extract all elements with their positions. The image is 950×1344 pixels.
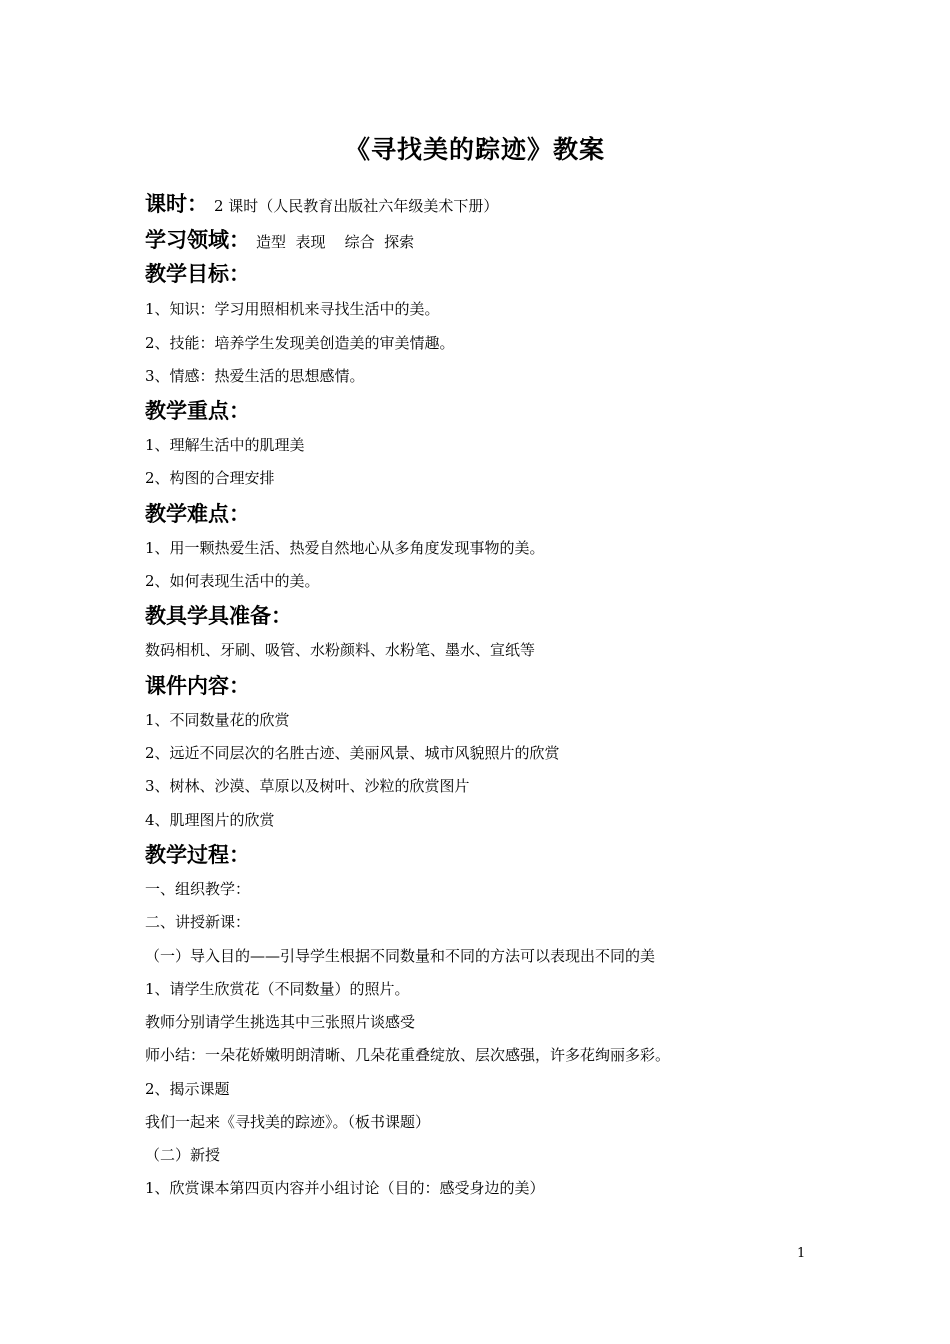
learning-field-label: 学习领域： (145, 228, 250, 252)
tools-heading: 教具学具准备： (145, 604, 292, 628)
key-point-item: 1、理解生活中的肌理美 (145, 436, 305, 454)
courseware-heading: 课件内容： (145, 674, 250, 698)
goal-item: 3、情感：热爱生活的思想感情。 (145, 367, 365, 385)
process-item: 我们一起来《寻找美的踪迹》。（板书课题） (145, 1113, 431, 1131)
difficulties-heading: 教学难点： (145, 502, 250, 526)
process-item: 师小结：一朵花娇嫩明朗清晰、几朵花重叠绽放、层次感强，许多花绚丽多彩。 (145, 1046, 671, 1064)
process-item: 1、请学生欣赏花（不同数量）的照片。 (145, 980, 410, 998)
process-item: 一、组织教学： (145, 880, 251, 898)
process-item: 教师分别请学生挑选其中三张照片谈感受 (145, 1013, 416, 1031)
learning-field-row (145, 224, 414, 254)
goals-heading: 教学目标： (145, 262, 250, 286)
courseware-item: 2、远近不同层次的名胜古迹、美丽风景、城市风貌照片的欣赏 (145, 744, 560, 762)
process-item: 2、揭示课题 (145, 1080, 230, 1098)
learning-field-value: 造型 表现 综合 探索 (256, 233, 415, 251)
process-item: （一）导入目的——引导学生根据不同数量和不同的方法可以表现出不同的美 (145, 947, 656, 965)
key-points-heading: 教学重点： (145, 399, 250, 423)
goal-item: 1、知识：学习用照相机来寻找生活中的美。 (145, 300, 440, 318)
courseware-item: 1、不同数量花的欣赏 (145, 711, 290, 729)
page-number: 1 (797, 1246, 806, 1261)
goal-item: 2、技能：培养学生发现美创造美的审美情趣。 (145, 334, 455, 352)
lesson-time-row (145, 188, 498, 218)
courseware-item: 3、树林、沙漠、草原以及树叶、沙粒的欣赏图片 (145, 777, 470, 795)
process-heading: 教学过程： (145, 843, 250, 867)
process-item: 二、讲授新课： (145, 913, 251, 931)
difficulty-item: 1、用一颗热爱生活、热爱自然地心从多角度发现事物的美。 (145, 539, 545, 557)
tools-item: 数码相机、牙刷、吸管、水粉颜料、水粉笔、墨水、宣纸等 (145, 641, 536, 659)
difficulty-item: 2、如何表现生活中的美。 (145, 572, 320, 590)
lesson-time-value: 2 课时（人民教育出版社六年级美术下册） (214, 197, 499, 215)
key-point-item: 2、构图的合理安排 (145, 469, 275, 487)
document-title: 《寻找美的踪迹》教案 (344, 135, 605, 164)
courseware-item: 4、肌理图片的欣赏 (145, 811, 275, 829)
process-item: （二）新授 (145, 1146, 221, 1164)
lesson-time-label: 课时： (145, 192, 208, 216)
process-item: 1、欣赏课本第四页内容并小组讨论（目的：感受身边的美） (145, 1179, 545, 1197)
